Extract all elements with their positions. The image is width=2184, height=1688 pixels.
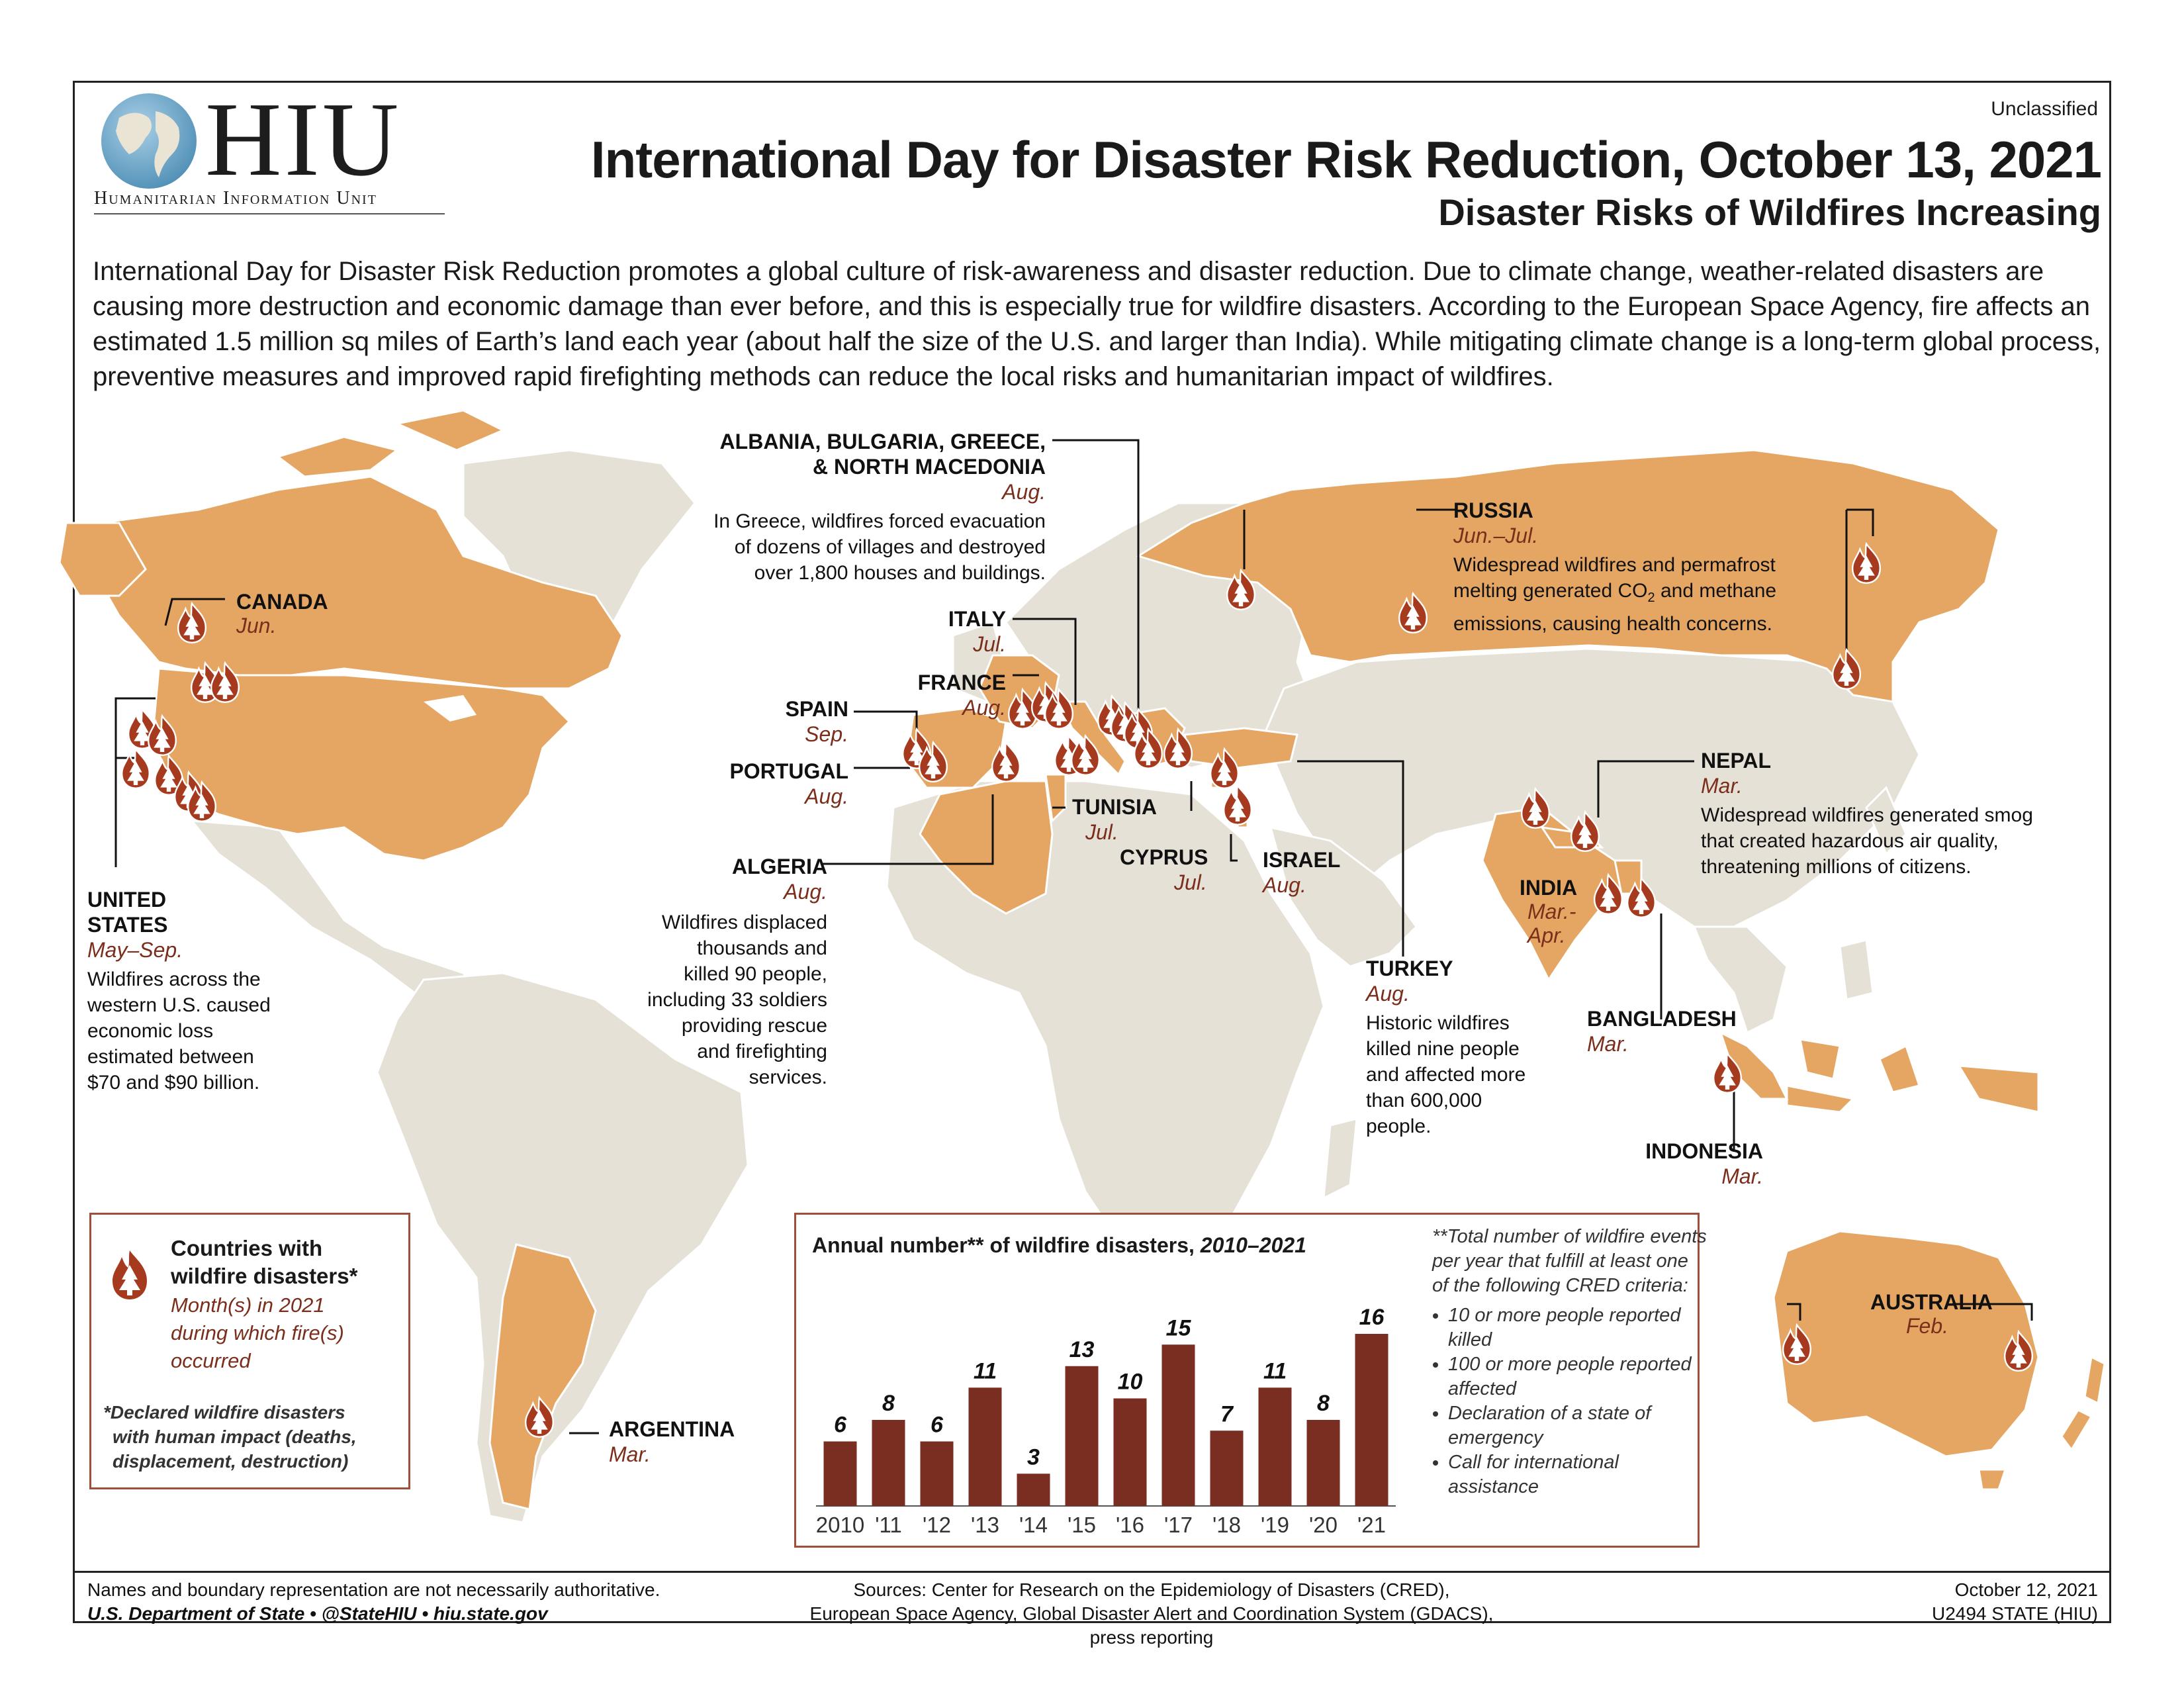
- wildfire-icon: [178, 604, 206, 643]
- label-russia: RUSSIA: [1453, 498, 1533, 522]
- wildfire-icon: [1164, 729, 1192, 769]
- label-bangladesh: BANGLADESH: [1587, 1007, 1737, 1031]
- bar-'11: [872, 1420, 905, 1506]
- footer-product-id: U2494 STATE (HIU): [1931, 1603, 2098, 1624]
- x-tick-label: '18: [1212, 1513, 1242, 1537]
- month-indonesia: Mar.: [1721, 1164, 1763, 1188]
- label-cyprus: CYPRUS: [1120, 845, 1208, 869]
- wildfire-icon: [1852, 544, 1880, 583]
- bar-value-label: 13: [1069, 1336, 1095, 1362]
- criteria-item: • Declaration of a state of emergency: [1448, 1401, 1707, 1450]
- month-tunisia: Jul.: [1085, 820, 1118, 844]
- month-france: Aug.: [962, 696, 1006, 720]
- wildfire-icon: [122, 749, 150, 788]
- bar-'21: [1355, 1334, 1388, 1506]
- note-usa: Wildfires across the western U.S. caused economic loss estimated between $70 and $90 billion.: [87, 968, 271, 1094]
- wildfire-icon: [1224, 786, 1251, 825]
- x-tick-label: '19: [1260, 1513, 1290, 1537]
- bar-value-label: 7: [1220, 1401, 1233, 1427]
- bar-'14: [1017, 1474, 1050, 1506]
- wildfire-icon: [211, 663, 239, 702]
- wildfire-icon: [1571, 812, 1599, 851]
- month-bangladesh: Mar.: [1587, 1032, 1629, 1056]
- label-usa-1: UNITED: [87, 888, 167, 912]
- label-india: INDIA: [1520, 876, 1578, 900]
- bar-value-label: 10: [1117, 1369, 1143, 1395]
- bar-value-label: 6: [834, 1412, 846, 1438]
- chart-notes-heading: **Total number of wildfire events per year that fulfill at least one of the following CRED criteria:: [1432, 1226, 1707, 1296]
- wildfire-icon: [1833, 650, 1860, 689]
- month-india-2: Apr.: [1527, 923, 1566, 947]
- label-usa-2: STATES: [87, 913, 168, 937]
- bar-value-label: 11: [1263, 1358, 1287, 1384]
- wildfire-icon: [992, 743, 1020, 782]
- month-israel: Aug.: [1263, 873, 1306, 897]
- criteria-item: • 100 or more people reported affected: [1448, 1352, 1707, 1401]
- x-tick-label: '17: [1163, 1513, 1193, 1537]
- x-tick-label: '11: [875, 1513, 902, 1537]
- footer-department: U.S. Department of State • @StateHIU • hiu.state.gov: [87, 1603, 548, 1624]
- criteria-item: • Call for international assistance: [1448, 1450, 1707, 1499]
- wildfire-icon: [1227, 571, 1255, 610]
- bar-2010: [824, 1442, 857, 1507]
- bar-'17: [1162, 1344, 1195, 1506]
- wildfire-icon: [1210, 749, 1238, 788]
- wildfire-icon: [1627, 878, 1655, 917]
- x-tick-label: '14: [1019, 1513, 1048, 1537]
- criteria-item: • 10 or more people reported killed: [1448, 1303, 1707, 1352]
- label-argentina: ARGENTINA: [609, 1417, 735, 1441]
- month-australia: Feb.: [1906, 1314, 1949, 1338]
- label-balkans-2: & NORTH MACEDONIA: [813, 455, 1046, 479]
- label-israel: ISRAEL: [1263, 848, 1341, 872]
- month-india-1: Mar.-: [1527, 900, 1576, 923]
- x-tick-label: '13: [970, 1513, 1000, 1537]
- legend-title: Countries with wildfire disasters*: [171, 1236, 358, 1288]
- month-spain: Sep.: [805, 722, 848, 746]
- x-tick-label: '15: [1067, 1513, 1097, 1537]
- bar-value-label: 11: [973, 1358, 997, 1384]
- bar-value-label: 3: [1027, 1444, 1040, 1470]
- wildfire-icon: [1713, 1054, 1741, 1093]
- footer-sources-1: Sources: Center for Research on the Epidemiology of Disasters (CRED),: [853, 1579, 1450, 1600]
- x-tick-label: '16: [1115, 1513, 1145, 1537]
- bar-value-label: 8: [1317, 1391, 1330, 1416]
- label-nepal: NEPAL: [1701, 749, 1772, 773]
- month-algeria: Aug.: [784, 880, 827, 904]
- label-france: FRANCE: [917, 671, 1006, 694]
- bar-'12: [921, 1442, 954, 1507]
- page-subtitle: Disaster Risks of Wildfires Increasing: [1438, 191, 2101, 233]
- footer-date: October 12, 2021: [1954, 1579, 2098, 1600]
- note-russia: Widespread wildfires and permafrost melting generated $CO_2$ and methane emissions, causing health concerns.: [1453, 554, 1777, 635]
- wildfire-icon: [1522, 789, 1549, 828]
- month-turkey: Aug.: [1366, 982, 1410, 1006]
- bar-'15: [1066, 1366, 1099, 1506]
- month-nepal: Mar.: [1701, 774, 1743, 798]
- month-canada: Jun.: [236, 614, 277, 637]
- wildfire-icon: [1594, 875, 1622, 914]
- month-italy: Jul.: [973, 632, 1006, 656]
- bar-'19: [1259, 1387, 1292, 1506]
- footer-sources-2: European Space Agency, Global Disaster Alert and Coordination System (GDACS), press reporting: [809, 1603, 1494, 1648]
- wildfire-icon: [2005, 1332, 2032, 1371]
- chart-title: Annual number** of wildfire disasters, 2010–2021: [812, 1233, 1306, 1257]
- footer-disclaimer: Names and boundary representation are not necessarily authoritative.: [87, 1579, 660, 1600]
- label-balkans-1: ALBANIA, BULGARIA, GREECE,: [719, 430, 1046, 453]
- x-tick-label: 2010: [815, 1513, 865, 1537]
- legend-footnote: *Declared wildfire disasters with human impact (deaths, displacement, destruction): [103, 1402, 357, 1472]
- label-italy: ITALY: [948, 607, 1006, 631]
- page-title: International Day for Disaster Risk Reduction, October 13, 2021: [590, 130, 2101, 189]
- chart-criteria-list: [1430, 1303, 1707, 1499]
- bar-'20: [1307, 1420, 1340, 1506]
- bar-value-label: 15: [1165, 1315, 1191, 1341]
- x-tick-label: '20: [1308, 1513, 1338, 1537]
- label-tunisia: TUNISIA: [1072, 795, 1157, 819]
- wildfire-icon: [1783, 1325, 1811, 1364]
- wildfire-icon: [1071, 736, 1099, 775]
- label-australia: AUSTRALIA: [1870, 1290, 1993, 1314]
- label-algeria: ALGERIA: [732, 855, 827, 878]
- label-canada: CANADA: [236, 590, 328, 614]
- month-balkans: Aug.: [1002, 480, 1046, 504]
- classification: Unclassified: [1991, 98, 2098, 120]
- label-indonesia: INDONESIA: [1645, 1139, 1763, 1163]
- label-portugal: PORTUGAL: [729, 759, 848, 783]
- month-usa: May–Sep.: [87, 938, 183, 962]
- legend-box: [89, 1213, 410, 1489]
- wildfire-icon: [525, 1398, 553, 1437]
- bar-value-label: 8: [882, 1391, 895, 1416]
- note-turkey: Historic wildfires killed nine people and affected more than 600,000 people.: [1366, 1012, 1526, 1137]
- wildfire-icon: [1399, 594, 1427, 633]
- note-balkans: In Greece, wildfires forced evacuation of dozens of villages and destroyed over 1,800 houses and buildings.: [713, 510, 1046, 584]
- logo-subtitle: Humanitarian Information Unit: [94, 188, 377, 209]
- bar-'18: [1210, 1430, 1244, 1506]
- legend-months: Month(s) in 2021 during which fire(s) occurred: [171, 1293, 344, 1372]
- wildfire-icon: [110, 1249, 150, 1301]
- footer-rule: [73, 1571, 2111, 1573]
- month-russia: Jun.–Jul.: [1453, 524, 1539, 547]
- bar-value-label: 16: [1359, 1305, 1385, 1330]
- note-nepal: Widespread wildfires generated smog that created hazardous air quality, threatening millions of citizens.: [1701, 804, 2033, 878]
- label-turkey: TURKEY: [1366, 957, 1453, 980]
- month-cyprus: Jul.: [1174, 870, 1207, 894]
- label-spain: SPAIN: [785, 697, 848, 721]
- chart-notes: [1430, 1225, 1707, 1499]
- logo-text: HIU: [205, 80, 402, 198]
- month-argentina: Mar.: [609, 1442, 651, 1466]
- bar-value-label: 6: [931, 1412, 943, 1438]
- x-tick-label: '21: [1357, 1513, 1387, 1537]
- intro-paragraph: International Day for Disaster Risk Reduction promotes a global culture of risk-awareness and disaster reduction. Due to climate change, weather-related disasters are causing more destruction and economic damage than ever before, and this is especially true for wildfire disasters. According to the European Space Agency, fire affects an estimated 1.5 million sq miles of Earth’s land each year (about half the size of the U.S. and larger than India). While mitigating climate change is a long-term global process, preventive measures and improved rapid firefighting methods can reduce the local risks and humanitarian impact of wildfires.: [93, 257, 2101, 391]
- bar-'16: [1114, 1399, 1147, 1507]
- note-algeria: Wildfires displaced thousands and killed 90 people, including 33 soldiers providing rescue and firefighting services.: [647, 912, 827, 1088]
- month-portugal: Aug.: [805, 784, 848, 808]
- x-tick-label: '12: [922, 1513, 952, 1537]
- bar-'13: [969, 1387, 1002, 1506]
